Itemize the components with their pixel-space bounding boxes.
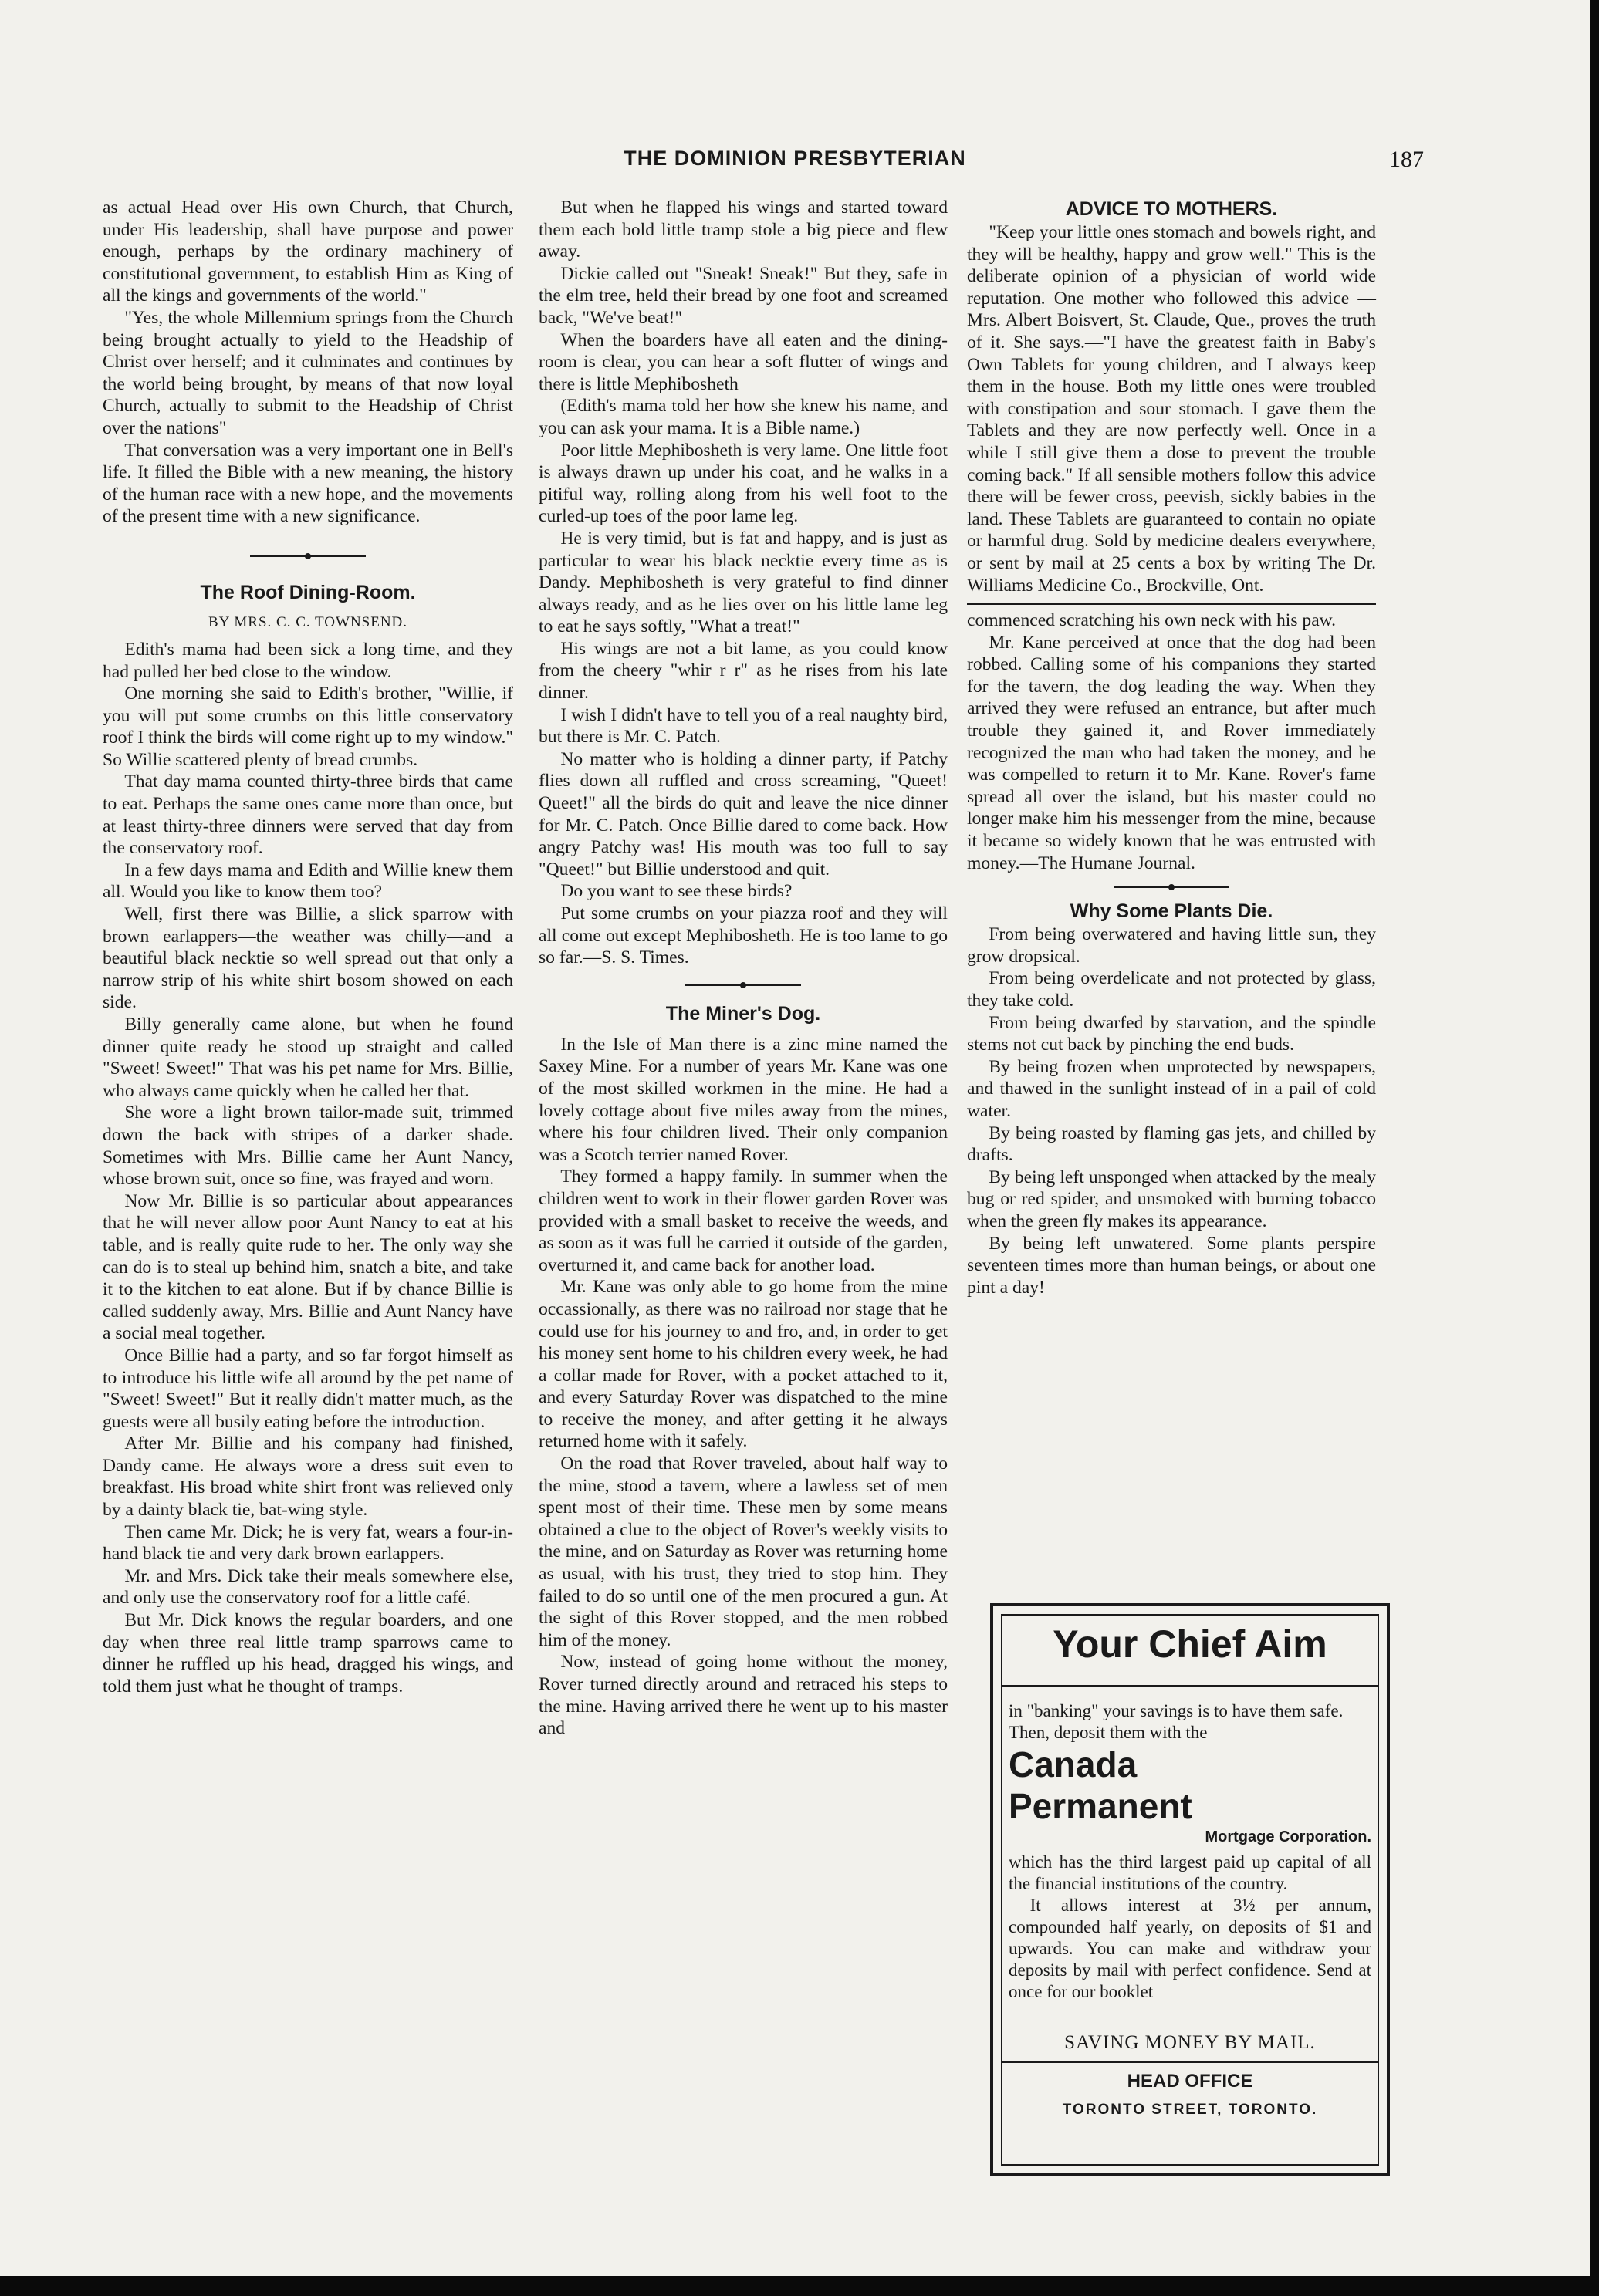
paragraph: commenced scratching his own neck with his paw.: [967, 610, 1337, 631]
article-title-advice: ADVICE TO MOTHERS.: [1065, 198, 1278, 220]
paragraph: In a few days mama and Edith and Willie knew them all. Would you like to know them too?: [103, 859, 513, 903]
ad-address: TORONTO STREET, TORONTO.: [1062, 2102, 1318, 2118]
paragraph: Put some crumbs on your piazza roof and they will all come out except Mephibosheth. He is too lame to go so far.—S. S. Times.: [539, 903, 948, 968]
page-number: 187: [1389, 147, 1424, 172]
article-title-plants: Why Some Plants Die.: [1070, 900, 1273, 923]
paragraph: By being frozen when unprotected by newspapers, and thawed in the sunlight instead of in a pail of cold water.: [967, 1056, 1376, 1121]
paragraph: I wish I didn't have to tell you of a real naughty bird, but there is Mr. C. Patch.: [539, 704, 948, 748]
paragraph: That day mama counted thirty-three birds that came to eat. Perhaps the same ones came more than once, but at least thirty-three dinners were served that day from the conservatory roof.: [103, 772, 513, 859]
ad-divider: [1002, 1685, 1378, 1687]
paragraph: Dickie called out "Sneak! Sneak!" But they, safe in the elm tree, held their bread by one foot and screamed back, "We've beat!": [539, 263, 948, 328]
article-title-roof: The Roof Dining-Room.: [200, 581, 416, 603]
paragraph: On the road that Rover traveled, about half way to the mine, stood a tavern, where a lawless set of men spent most of their time. These men by some means obtained a clue to the object of Rover's weekly visits to the mine, and on Saturday as Rover was returning home as usual, with his trust, they tried to stop him. They failed to do so until one of the men procured a gun. At the sight of this Rover stopped, and the men robbed him of the money.: [539, 1454, 948, 1650]
paragraph: Well, first there was Billie, a slick sparrow with brown earlappers—the weather was chilly—and a beautiful black necktie so well spread out that only a narrow strip of his white shirt bosom showed on each side.: [103, 904, 513, 1013]
paragraph: Mr. and Mrs. Dick take their meals somewhere else, and only use the conservatory roof for a little café.: [103, 1565, 513, 1609]
company-line-1: Canada: [1009, 1744, 1138, 1784]
ad-divider: [1002, 2061, 1378, 2063]
ad-paragraph: which has the third largest paid up capital of all the financial institutions of the country.: [1009, 1852, 1371, 1893]
paragraph: But Mr. Dick knows the regular boarders, and one day when three real little tramp sparrows came to dinner he ruffled up his head, dragged his wings, and told them just what he thought of tramps.: [103, 1610, 513, 1697]
ad-paragraph: It allows interest at 3½ per annum, compounded half yearly, on deposits of $1 and upwards. You can make and withdraw your deposits by mail with perfect confidence. Send at once for our booklet: [1009, 1896, 1371, 2001]
paragraph: His wings are not a bit lame, as you could know from the cheery "whir r r" as he rises from his late dinner.: [539, 638, 948, 704]
page-header: [0, 147, 1590, 185]
paragraph: By being roasted by flaming gas jets, and chilled by drafts.: [967, 1123, 1376, 1166]
paragraph: "Keep your little ones stomach and bowels right, and they will be healthy, happy and grow well." This is the deliberate opinion of a physician of world wide reputation. One mother who followed this advice —Mrs. Albert Boisvert, St. Claude, Que., proves the truth of it. She says.—"I have the greatest faith in Baby's Own Tablets for young children, and I always keep them in the house. Both my little ones were troubled with constipation and sour stomach. I gave them the Tablets and they are now perfectly well. Once in a while I still give them a dose to prevent the trouble coming back." If all sensible mothers follow this advice there will be fewer cross, peevish, sickly babies in the land. These Tablets are guaranteed to contain no opiate or harmful drug. Sold by medicine dealers everywhere, or sent by mail at 25 cents a box by writing The Dr. Williams Medicine Co., Brockville, Ont.: [967, 222, 1376, 596]
paragraph: Mr. Kane perceived at once that the dog had been robbed. Calling some of his companions they started for the tavern, the dog leading the way. When they arrived they were refused an entrance, but after much trouble they gained it, and Rover immediately recognized the man who had taken the money, and he was compelled to return it to Mr. Kane. Rover's fame spread all over the island, but his master could no longer make him his messenger from the mine, because it became so widely known that he was entrusted with money.—The Humane Journal.: [967, 632, 1376, 873]
paragraph: In the Isle of Man there is a zinc mine named the Saxey Mine. For a number of years Mr. Kane was one of the most skilled workmen in the mine. He had a lovely cottage about five miles away from the mines, where his four children lived. Their only companion was a Scotch terrier named Rover.: [539, 1034, 948, 1165]
section-ornament: [967, 879, 1376, 896]
paragraph: From being overwatered and having little sun, they grow dropsical.: [967, 924, 1376, 967]
article-byline: BY MRS. C. C. TOWNSEND.: [208, 613, 408, 630]
paragraph: No matter who is holding a dinner party, if Patchy flies down all ruffled and cross screaming, "Queet! Queet!" all the birds do quit and leave the nice dinner for Mr. C. Patch. Once Billie dared to come back. How angry Patchy was! His mouth was too full to say "Queet!" but Billie understood and quit.: [539, 748, 948, 880]
column-2: [539, 197, 948, 1740]
bank-advertisement: [990, 1603, 1390, 2176]
ad-body: [1009, 1852, 1371, 2003]
paragraph: Mr. Kane was only able to go home from the mine occassionally, as there was no railroad nor stage that he could use for his journey to and fro, and, in order to get his money sent home to his children every week, he had a collar made for Rover, with a pocket attached to it, and every Saturday Rover was dispatched to the mine to receive the money, and after getting it he always returned home with it safely.: [539, 1277, 948, 1452]
paragraph: Do you want to see these birds?: [560, 881, 793, 902]
paragraph: That conversation was a very important one in Bell's life. It filled the Bible with a new meaning, the history of the human race with a new hope, and the movements of the present time with a new significance.: [103, 440, 513, 527]
paragraph: From being overdelicate and not protected by glass, they take cold.: [967, 968, 1376, 1011]
ad-corporation: Mortgage Corporation.: [1205, 1828, 1371, 1845]
paragraph: He is very timid, but is fat and happy, and is just as particular to wear his black necktie every time as is Dandy. Mephibosheth is very grateful to find dinner always ready, and as he lies over on his little lame leg to eat he says softly, "What a treat!": [539, 528, 948, 637]
paragraph: By being left unwatered. Some plants perspire seventeen times more than human beings, or about one pint a day!: [967, 1233, 1376, 1298]
column-1: [103, 197, 513, 1697]
paragraph: Then came Mr. Dick; he is very fat, wears a four-in-hand black tie and very dark brown earlappers.: [103, 1521, 513, 1565]
paragraph: Now, instead of going home without the money, Rover turned directly around and retraced his steps to the mine. Having arrived there he went up to his master and: [539, 1652, 948, 1739]
section-ornament: [539, 977, 948, 994]
paragraph: "Yes, the whole Millennium springs from the Church being brought actually to yield to the Headship of Christ over herself; and it culminates and continues by the world being brought, by means of that now loyal Church, actually to submit to the Headship of Christ over the nations": [103, 307, 513, 438]
paragraph: But when he flapped his wings and started toward them each bold little tramp stole a big piece and flew away.: [539, 198, 948, 262]
paragraph: Poor little Mephibosheth is very lame. One little foot is always drawn up under his coat, and he walks in a pitiful way, rolling along from his well foot to the curled-up toes of the poor lame leg.: [539, 440, 948, 527]
column-3: [967, 197, 1376, 1298]
ad-headline: Your Chief Aim: [1053, 1622, 1327, 1666]
paragraph: Billy generally came alone, but when he found dinner quite ready he stood up straight and called "Sweet! Sweet!" That was his pet name for Mrs. Billie, who always came quickly when he called her that.: [103, 1015, 513, 1101]
ad-company-name: [1009, 1744, 1192, 1827]
paragraph: Edith's mama had been sick a long time, and they had pulled her bed close to the window.: [103, 639, 513, 682]
paragraph: (Edith's mama told her how she knew his name, and you can ask your mama. It is a Bible name.): [539, 396, 948, 438]
article-title-miner: The Miner's Dog.: [665, 1002, 821, 1025]
ad-saving-money: SAVING MONEY BY MAIL.: [1064, 2032, 1316, 2053]
paragraph: Once Billie had a party, and so far forgot himself as to introduce his little wife all around by the pet name of "Sweet! Sweet!" But it really didn't matter much, as the guests were all busily eating before the introduction.: [103, 1345, 513, 1432]
ad-intro: in "banking" your savings is to have them safe. Then, deposit them with the: [1009, 1701, 1344, 1742]
publication-title: THE DOMINION PRESBYTERIAN: [624, 147, 966, 170]
paragraph: Now Mr. Billie is so particular about appearances that he will never allow poor Aunt Nancy to eat at his table, and is really quite rude to her. The only way she can do is to steal up behind him, snatch a bite, and take it to the kitchen to eat alone. But if by chance Billie is called suddenly away, Mrs. Billie and Aunt Nancy have a social meal together.: [103, 1190, 513, 1344]
paragraph: as actual Head over His own Church, that Church, under His leadership, shall have purpose and power enough, perhaps by the ordinary machinery of constitutional government, to establish Him as King of all the kings and governments of the world.": [103, 198, 513, 306]
paragraph: When the boarders have all eaten and the dining-room is clear, you can hear a soft flutter of wings and there is little Mephibosheth: [539, 329, 948, 394]
company-line-2: Permanent: [1009, 1786, 1192, 1826]
paragraph: They formed a happy family. In summer when the children went to work in their flower garden Rover was provided with a small basket to receive the weeds, and as soon as it was full he carried it outside of the garden, overturned it, and came back for another load.: [539, 1167, 948, 1275]
paragraph: After Mr. Billie and his company had finished, Dandy came. He always wore a dress suit even to breakfast. His broad white shirt front was relieved only by a dainty black tie, bat-wing style.: [103, 1433, 513, 1521]
section-ornament: [103, 548, 513, 565]
column-rule: [967, 603, 1376, 605]
advertisement-inner-border: [1001, 1614, 1379, 2166]
paragraph: She wore a light brown tailor-made suit, trimmed down the back with stripes of a darker shade. Sometimes with Mrs. Billie came her Aunt Nancy, whose brown suit, once so fine, was frayed and worn.: [103, 1102, 513, 1190]
paragraph: By being left unsponged when attacked by the mealy bug or red spider, and unsmoked with burning tobacco when the green fly makes its appearance.: [967, 1167, 1376, 1231]
paragraph: From being dwarfed by starvation, and the spindle stems not cut back by pinching the end buds.: [967, 1012, 1376, 1055]
ad-head-office: HEAD OFFICE: [1127, 2071, 1253, 2092]
paragraph: One morning she said to Edith's brother, "Willie, if you will put some crumbs on this little conservatory roof I think the birds will come right up to my window." So Willie scattered plenty of bread crumbs.: [103, 684, 513, 770]
